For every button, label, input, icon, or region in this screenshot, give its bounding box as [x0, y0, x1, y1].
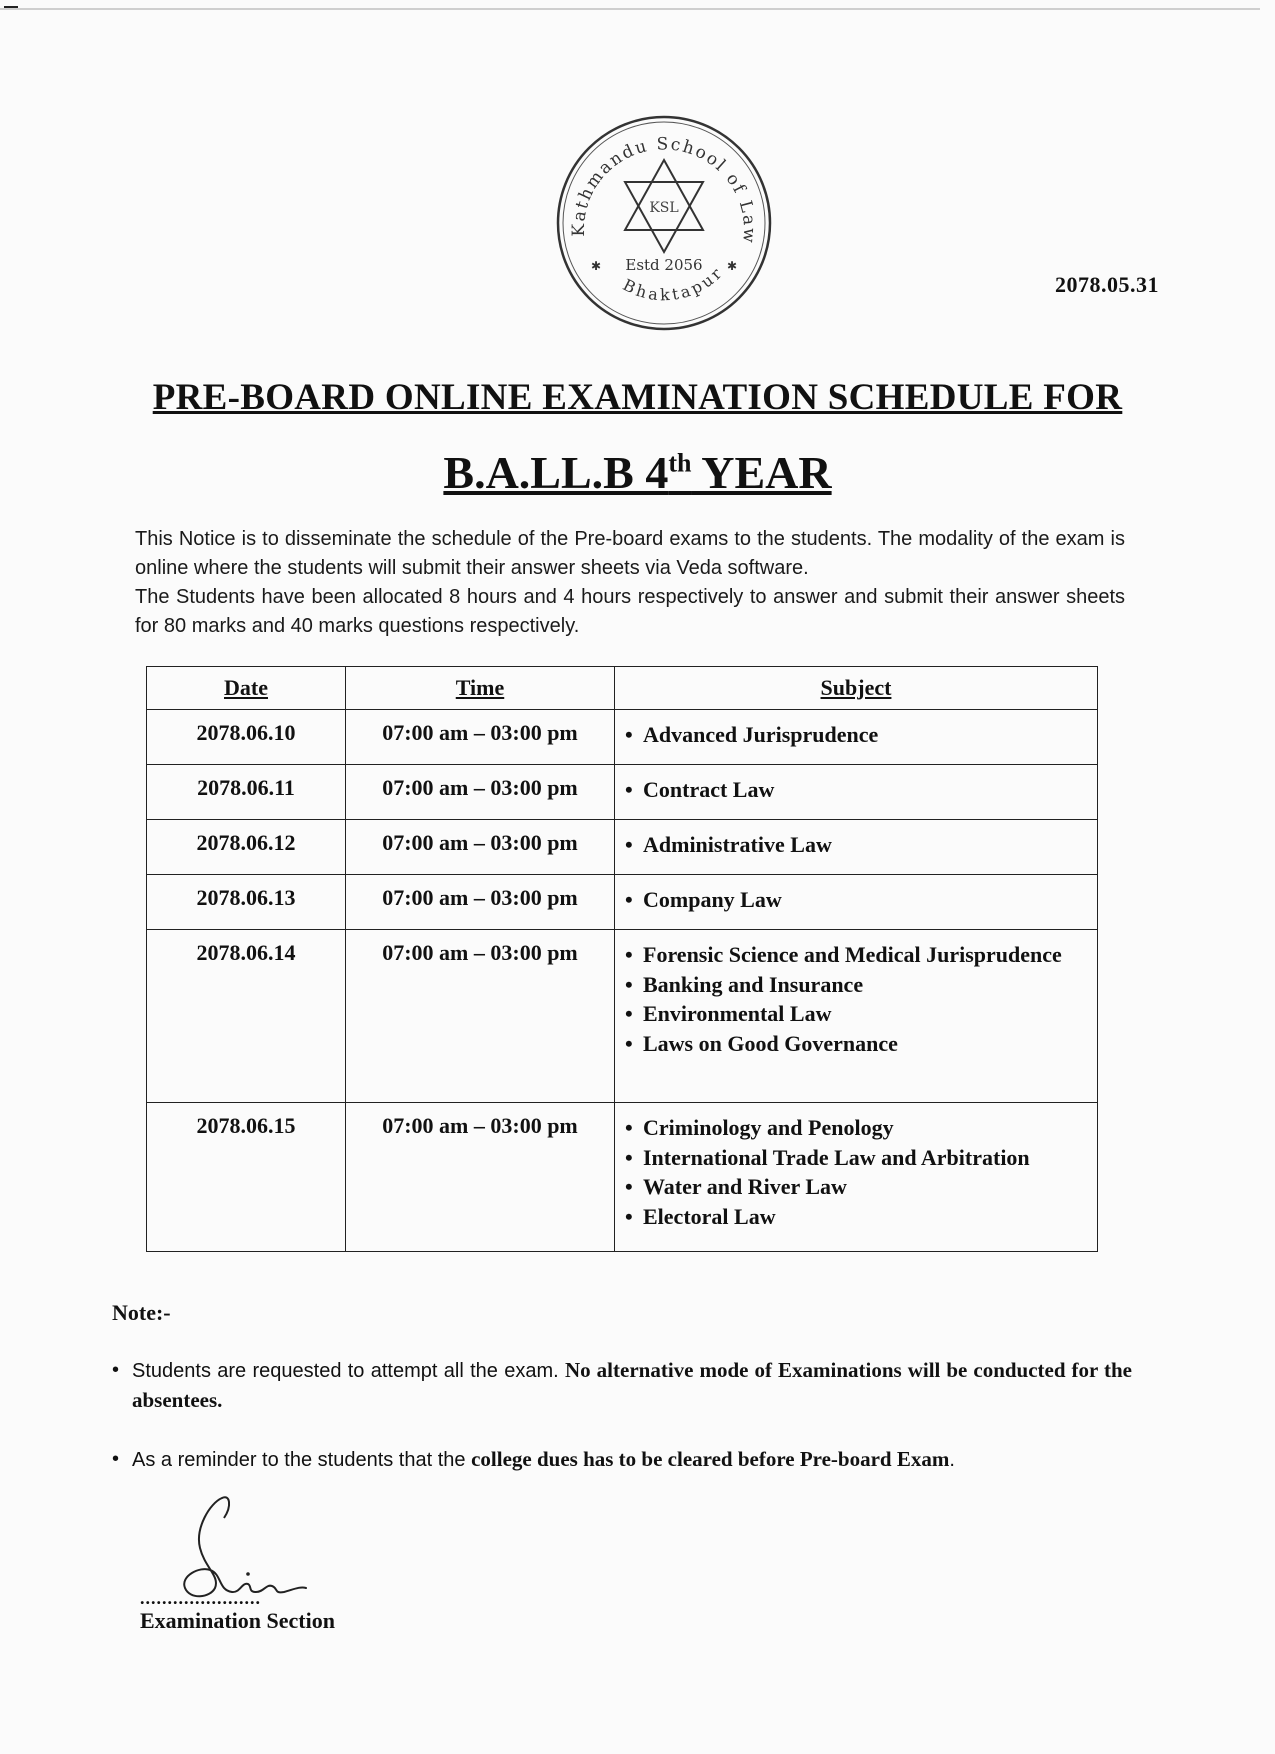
subject-item: • Advanced Jurisprudence	[625, 720, 1087, 750]
bullet-icon: •	[112, 1448, 120, 1470]
svg-text:Kathmandu School of Law: Kathmandu School of Law	[568, 134, 760, 246]
row-subjects	[615, 765, 1098, 820]
row-date: 2078.06.12	[147, 820, 346, 875]
table-row	[147, 820, 1098, 875]
header-date: Date	[147, 667, 346, 710]
row-subjects	[615, 710, 1098, 765]
row-subjects	[615, 875, 1098, 930]
row-date: 2078.06.15	[147, 1103, 346, 1252]
row-date: 2078.06.11	[147, 765, 346, 820]
signature-label: Examination Section	[140, 1608, 335, 1633]
row-time: 07:00 am – 03:00 pm	[346, 820, 615, 875]
subject-item: • Banking and Insurance	[625, 970, 1087, 1000]
table-row	[147, 875, 1098, 930]
subject-item: • Contract Law	[625, 775, 1087, 805]
subject-item: • Environmental Law	[625, 999, 1087, 1029]
row-time: 07:00 am – 03:00 pm	[346, 875, 615, 930]
row-subjects	[615, 930, 1098, 1103]
svg-text:✱: ✱	[727, 259, 738, 273]
header-time: Time	[346, 667, 615, 710]
row-subjects	[615, 1103, 1098, 1252]
note-heading: Note:-	[112, 1300, 171, 1325]
note-item-1	[112, 1356, 1132, 1416]
note-item-2	[112, 1445, 1132, 1475]
row-date: 2078.06.14	[147, 930, 346, 1103]
subject-item: • Administrative Law	[625, 830, 1087, 860]
note-item-1-text: Students are requested to attempt all the exam.	[132, 1360, 565, 1382]
row-date: 2078.06.10	[147, 710, 346, 765]
svg-text:✱: ✱	[591, 259, 602, 273]
table-row	[147, 765, 1098, 820]
svg-text:Bhaktapur: Bhaktapur	[619, 262, 728, 305]
scan-top-edge	[0, 8, 1260, 10]
signature-line: ......................	[140, 1588, 261, 1608]
note-item-2-emphasis: college dues has to be cleared before Pre-board Exam	[471, 1447, 950, 1471]
row-date: 2078.06.13	[147, 875, 346, 930]
school-seal-logo	[553, 112, 775, 334]
subject-item: • Electoral Law	[625, 1202, 1087, 1232]
subject-item: • International Trade Law and Arbitration	[625, 1143, 1087, 1173]
table-row	[147, 1103, 1098, 1252]
subject-item: • Forensic Science and Medical Jurisprudence	[625, 940, 1087, 970]
subject-item: • Laws on Good Governance	[625, 1029, 1087, 1059]
seal-established: Estd 2056	[625, 256, 703, 274]
subject-item: • Company Law	[625, 885, 1087, 915]
bullet-icon: •	[112, 1359, 120, 1381]
schedule-table	[146, 666, 1098, 1252]
notice-date: 2078.05.31	[1055, 272, 1159, 297]
row-time: 07:00 am – 03:00 pm	[346, 765, 615, 820]
header-subject: Subject	[615, 667, 1098, 710]
table-header-row	[147, 667, 1098, 710]
intro-text	[135, 525, 1125, 641]
intro-paragraph-2: The Students have been allocated 8 hours and 4 hours respectively to answer and submit their answer sheets for 80 marks and 40 marks questions respectively.	[135, 586, 1125, 637]
table-row	[147, 710, 1098, 765]
table-row	[147, 930, 1098, 1103]
row-time: 07:00 am – 03:00 pm	[346, 1103, 615, 1252]
row-time: 07:00 am – 03:00 pm	[346, 710, 615, 765]
intro-paragraph-1: This Notice is to disseminate the schedule of the Pre-board exams to the students. The modality of the exam is online where the students will submit their answer sheets via Veda software.	[135, 528, 1125, 579]
row-subjects	[615, 820, 1098, 875]
row-time: 07:00 am – 03:00 pm	[346, 930, 615, 1103]
note-item-1-emphasis: No alternative mode of Examinations will be conducted for the absentees.	[132, 1358, 1132, 1412]
subject-item: • Criminology and Penology	[625, 1113, 1087, 1143]
subject-item: • Water and River Law	[625, 1172, 1087, 1202]
page-title: PRE-BOARD ONLINE EXAMINATION SCHEDULE FOR	[152, 377, 1123, 418]
note-item-2-end: .	[949, 1449, 955, 1471]
note-item-2-text: As a reminder to the students that the	[132, 1449, 472, 1471]
seal-center-text: KSL	[649, 200, 679, 216]
page-subtitle: B.A.LL.B 4th YEAR	[443, 447, 832, 498]
